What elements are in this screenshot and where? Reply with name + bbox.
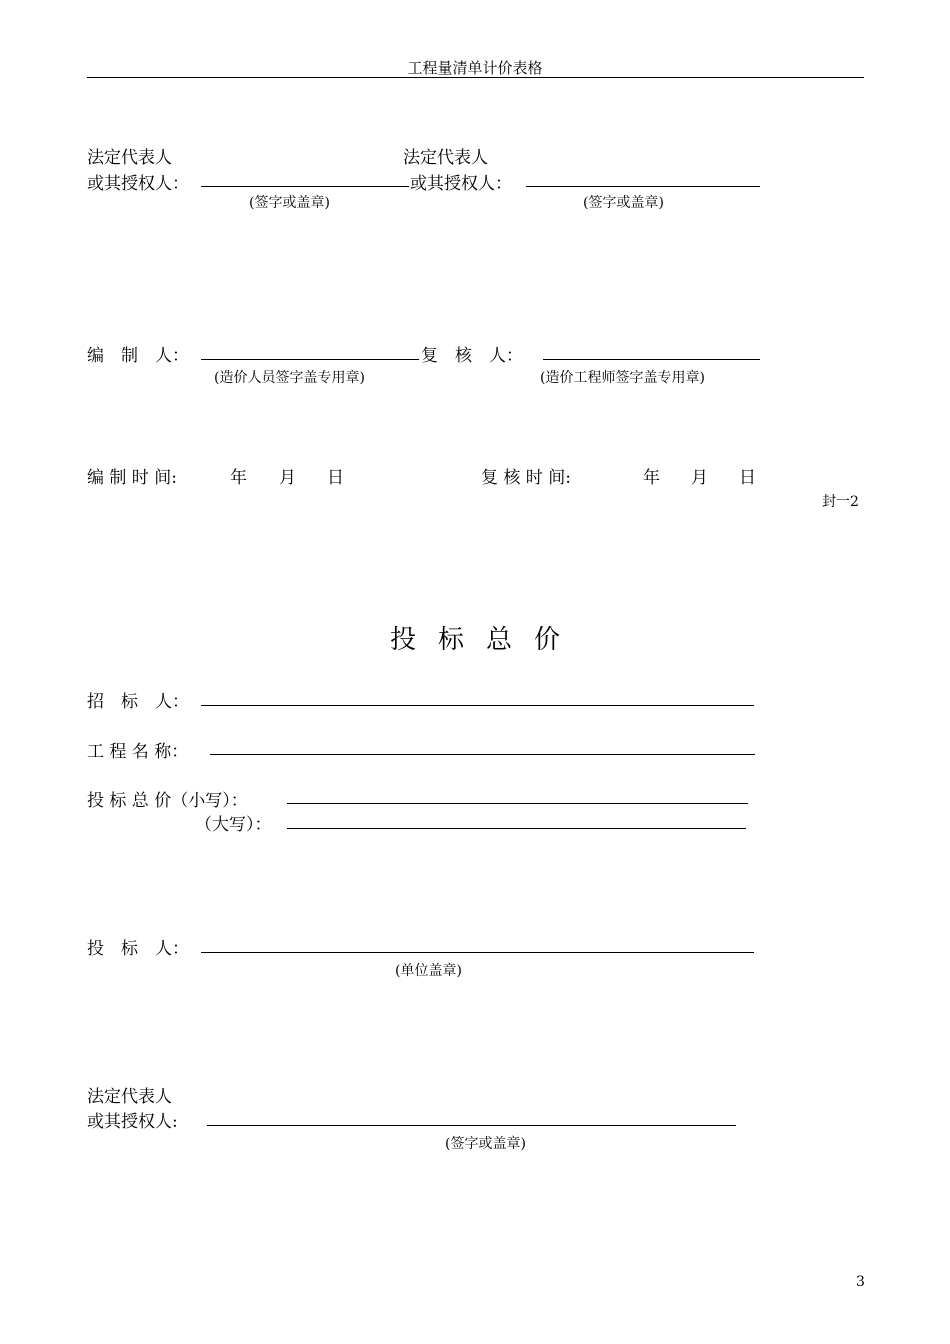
sign-note-left: (签字或盖章): [249, 195, 330, 211]
form-code: 封一2: [822, 494, 859, 510]
bidder-line[interactable]: [201, 952, 754, 953]
tenderee-label: 招 标 人：: [87, 692, 189, 712]
compiler-label: 编 制 人：: [87, 346, 189, 366]
bidder-label: 投 标 人：: [87, 939, 189, 959]
legal-rep-right-label-line2: 或其授权人：: [410, 174, 512, 194]
compile-year: 年: [230, 468, 247, 488]
legal-rep-right-label-line1: 法定代表人: [403, 148, 488, 168]
legal-rep-left-label-line1: 法定代表人: [87, 148, 172, 168]
header-rule: [87, 77, 864, 78]
compiler-signature-line[interactable]: [201, 359, 419, 360]
compile-month: 月: [279, 468, 296, 488]
price-large-line[interactable]: [287, 828, 746, 829]
review-time-label: 复 核 时 间:: [481, 468, 571, 488]
reviewer-signature-line[interactable]: [543, 359, 760, 360]
legal-rep-left-label-line2: 或其授权人：: [87, 174, 189, 194]
legal-rep-label-line1: 法定代表人: [87, 1087, 172, 1107]
price-small-line[interactable]: [287, 803, 748, 804]
compile-time-label: 编 制 时 间:: [87, 468, 177, 488]
price-large-label: （大写）：: [195, 815, 272, 835]
legal-rep-signature-line[interactable]: [207, 1125, 736, 1126]
project-name-label: 工 程 名 称：: [87, 742, 189, 762]
page-header-title: 工程量清单计价表格: [407, 59, 543, 77]
sign-note-right: (签字或盖章): [583, 195, 664, 211]
reviewer-note: (造价工程师签字盖专用章): [540, 370, 705, 386]
review-day: 日: [739, 468, 756, 488]
legal-rep-left-signature-line[interactable]: [201, 186, 409, 187]
project-name-line[interactable]: [210, 754, 755, 755]
legal-rep-sign-note: (签字或盖章): [445, 1136, 526, 1152]
page-number: 3: [856, 1274, 865, 1290]
compile-day: 日: [327, 468, 344, 488]
review-month: 月: [691, 468, 708, 488]
review-year: 年: [643, 468, 660, 488]
legal-rep-label-line2: 或其授权人:: [87, 1112, 178, 1132]
bidder-note: (单位盖章): [395, 963, 462, 979]
price-small-label: 投 标 总 价（小写）：: [87, 791, 248, 811]
compiler-note: (造价人员签字盖专用章): [214, 370, 365, 386]
bid-total-title: 投标总价: [389, 625, 582, 655]
tenderee-line[interactable]: [201, 705, 754, 706]
reviewer-label: 复 核 人：: [421, 346, 523, 366]
legal-rep-right-signature-line[interactable]: [526, 186, 760, 187]
